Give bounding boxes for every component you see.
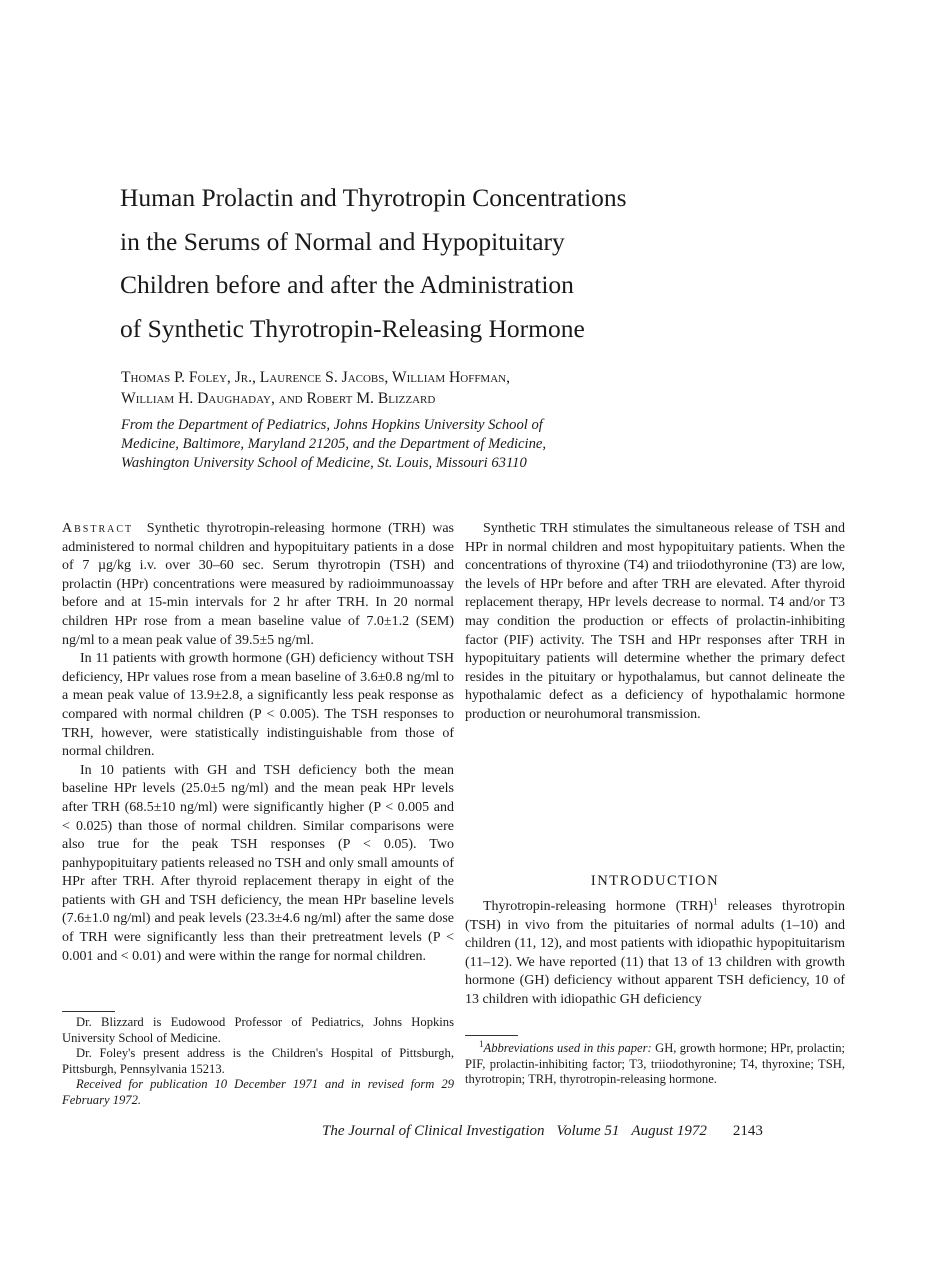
journal-volume: Volume 51 <box>556 1123 620 1139</box>
abstract-text: Synthetic thyrotropin-releasing hormone (TRH) was administered to normal children and hypopituitary patients in a dose of 7 µg/kg i.v. over 30–60 sec. Serum thyrotropin (TSH) and prolactin (HPr) concentrations were measured by radioimmunoassay before and at 15-min intervals for 2 hr after TRH. In 20 normal children HPr rose from a mean baseline value of 7.0±1.2 (SEM) ng/ml to a mean peak value of 39.5±5 ng/ml. <box>62 521 455 648</box>
footnote-text: GH, growth hormone; HPr, prolactin; PIF, prolactin-inhibiting factor; T3, triiodothyronine; T4, thyroxine; TSH, thyrotropin; TRH, thyrotropin-releasing hormone. <box>465 1041 845 1087</box>
article-title <box>120 176 760 350</box>
journal-date: August 1972 <box>631 1123 707 1139</box>
footnote-marker: 1 <box>713 896 718 907</box>
author-list <box>121 368 681 409</box>
abstract-paragraph: Synthetic TRH stimulates the simultaneous release of TSH and HPr in normal children and most hypopituitary patients. When the concentrations of thyroxine (T4) and triiodothyronine (T3) are low, the levels of HPr before and after TRH are elevated. After thyroid replacement therapy, HPr levels decrease to normal. T4 and/or T3 may condition the production or effects of prolactin-inhibiting factor (PIF) activity. The TSH and HPr responses after TRH in hypopituitary patients will determine whether the primary defect resides in the pituitary or hypothalamus, but cannot delineate the hypothalamic defect as a deficiency of hypothalamic hormone production or neurohumoral transmission. <box>465 521 845 722</box>
author-line: William H. Daughaday, and Robert M. Blizzard <box>121 389 436 407</box>
abstract-paragraph: In 11 patients with growth hormone (GH) deficiency without TSH deficiency, HPr values rose from a mean baseline of 3.6±0.8 ng/ml to a mean peak value of 13.9±2.8, a significantly less peak response as compared with normal children (P < 0.005). The TSH responses to TRH, however, were statistically indistinguishable from those of normal children. <box>62 651 454 760</box>
title-line: Children before and after the Administration <box>120 270 574 299</box>
footnote-divider <box>62 1011 115 1012</box>
title-line: in the Serums of Normal and Hypopituitary <box>120 226 565 256</box>
affiliation-line: Medicine, Baltimore, Maryland 21205, and the Department of Medicine, <box>121 436 547 452</box>
footnote: Dr. Foley's present address is the Children's Hospital of Pittsburgh, Pittsburgh, Pennsylvania 15213. <box>62 1046 454 1076</box>
affiliation-line: Washington University School of Medicine, St. Louis, Missouri 63110 <box>121 455 527 471</box>
affiliation-line: From the Department of Pediatrics, Johns Hopkins University School of <box>121 417 543 433</box>
introduction-text <box>465 898 845 1010</box>
page-footer <box>322 1123 852 1140</box>
journal-name: The Journal of Clinical Investigation <box>322 1123 545 1139</box>
abstract-column-right <box>465 520 845 725</box>
footnote-mark: 1 <box>479 1038 484 1049</box>
footnote-divider <box>465 1035 518 1036</box>
footnote: Dr. Blizzard is Eudowood Professor of Pediatrics, Johns Hopkins University School of Medicine. <box>62 1015 454 1045</box>
abstract-label: Abstract <box>62 521 134 536</box>
author-line: Thomas P. Foley, Jr., Laurence S. Jacobs, William Hoffman, <box>121 369 511 386</box>
title-line: of Synthetic Thyrotropin-Releasing Hormone <box>120 313 585 343</box>
abstract-column-left <box>62 520 454 966</box>
title-line: Human Prolactin and Thyrotropin Concentrations <box>120 183 627 212</box>
introduction-paragraph <box>465 898 845 1010</box>
footnote-received: Received for publication 10 December 1971 and in revised form 29 February 1972. <box>62 1077 454 1107</box>
footnote-abbreviations <box>465 1038 845 1088</box>
abstract-paragraph: In 10 patients with GH and TSH deficiency both the mean baseline HPr levels (25.0±5 ng/ml) and the mean peak HPr levels after TRH (68.5±10 ng/ml) were significantly higher (P < 0.005 and < 0.025) than those of normal children. Similar comparisons were also true for the peak TSH responses (P < 0.05). Two panhypopituitary patients released no TSH and only small amounts of HPr after TRH. After thyroid replacement therapy in eight of the patients with GH and TSH deficiency, the mean HPr baseline levels (7.6±1.0 ng/ml) and peak levels (23.3±4.6 ng/ml) after the same dose of TRH were significantly less than their pretreatment levels (P < 0.001 and < 0.01) and were within the range for normal children. <box>62 762 454 964</box>
intro-text-a: Thyrotropin-releasing hormone (TRH) <box>483 899 714 914</box>
page-number: 2143 <box>732 1123 763 1139</box>
footnote-label: Abbreviations used in this paper: <box>483 1041 652 1055</box>
abstract-paragraph <box>62 520 454 650</box>
intro-text-b: releases thyrotropin (TSH) in vivo from the pituitaries of normal adults (1–10) and children (11, 12), and most patients with idiopathic hypopituitarism (11–12). We have reported (11) that 13 of 13 children with growth hormone (GH) deficiency without apparent TSH deficiency, 10 of 13 children with idiopathic GH deficiency <box>465 899 845 1007</box>
footnotes-left <box>62 1015 454 1109</box>
footnote-right <box>465 1038 845 1088</box>
affiliation <box>121 416 721 473</box>
introduction-heading: INTRODUCTION <box>590 873 720 889</box>
